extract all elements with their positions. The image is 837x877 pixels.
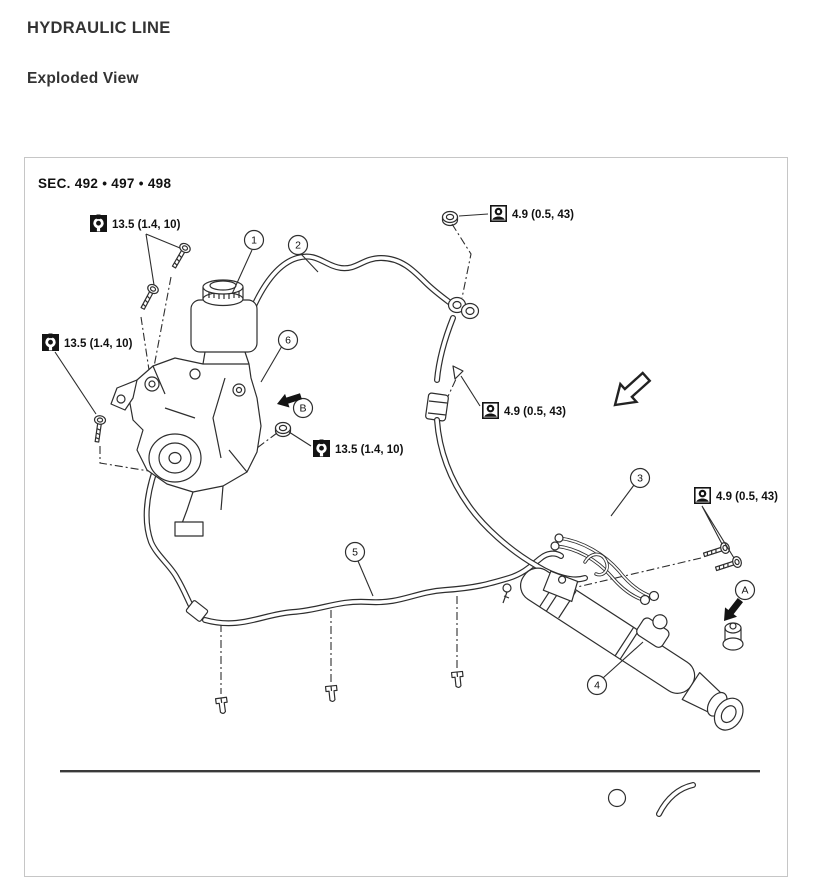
- flare-nut-icon: [483, 403, 498, 418]
- part-label: [346, 543, 374, 597]
- part-number: 2: [295, 239, 301, 252]
- wrench-icon: [90, 215, 107, 233]
- torque-callout: [459, 206, 574, 221]
- next-figure-partial: [609, 785, 694, 814]
- part-number: 6: [285, 334, 291, 347]
- part-label: [611, 469, 650, 517]
- torque-callout: [90, 215, 181, 286]
- view-a-arrow-icon: [718, 595, 746, 625]
- flare-nut: [276, 423, 291, 437]
- pump-assembly: [111, 280, 261, 536]
- supply-hose: [253, 257, 449, 308]
- torque-value: 13.5 (1.4, 10): [335, 444, 404, 456]
- gear-bolt: [714, 555, 742, 574]
- pump-bolt: [91, 415, 106, 442]
- part-label: [261, 331, 298, 383]
- page-title: HYDRAULIC LINE: [27, 19, 171, 37]
- torque-value: 13.5 (1.4, 10): [112, 219, 181, 231]
- small-bolt: [503, 584, 511, 603]
- torque-value: 4.9 (0.5, 43): [512, 209, 575, 221]
- flare-nut: [443, 212, 458, 226]
- section-code: SEC. 492 • 497 • 498: [38, 176, 172, 191]
- torque-callout: [461, 376, 566, 418]
- wrench-icon: [42, 334, 59, 352]
- torque-value: 4.9 (0.5, 43): [716, 491, 779, 503]
- pinion-stub: [723, 623, 743, 650]
- part-number: B: [299, 402, 307, 415]
- steering-gear: [503, 534, 765, 735]
- part-number: 3: [637, 472, 643, 485]
- hose-clip: [452, 671, 465, 688]
- gear-bolt: [702, 541, 730, 560]
- torque-callout: [289, 432, 404, 457]
- torque-value: 4.9 (0.5, 43): [504, 406, 567, 418]
- part-label: [232, 231, 264, 295]
- hose-clip: [216, 697, 229, 714]
- reservoir-bolt: [138, 283, 160, 311]
- part-number: 4: [594, 679, 600, 692]
- flare-nut-icon: [695, 488, 710, 503]
- section-subtitle: Exploded View: [27, 70, 139, 87]
- part-number: 5: [352, 546, 358, 559]
- pump-pulley: [149, 434, 201, 482]
- part-label: [736, 581, 755, 600]
- exploded-view-svg: [25, 158, 787, 818]
- reservoir-bolt: [169, 242, 192, 270]
- part-number: 1: [251, 234, 257, 247]
- torque-callout: [695, 488, 778, 558]
- part-label: [294, 399, 313, 418]
- pump-foot: [175, 522, 203, 536]
- hose-clip: [326, 685, 339, 702]
- part-number: A: [741, 584, 749, 597]
- exploded-view-figure: [24, 157, 788, 877]
- flare-nut-icon: [491, 206, 506, 221]
- wrench-icon: [313, 440, 330, 458]
- direction-arrow-icon: [607, 368, 654, 414]
- figure-divider: [60, 770, 760, 772]
- reservoir: [191, 280, 257, 364]
- torque-value: 13.5 (1.4, 10): [64, 338, 133, 350]
